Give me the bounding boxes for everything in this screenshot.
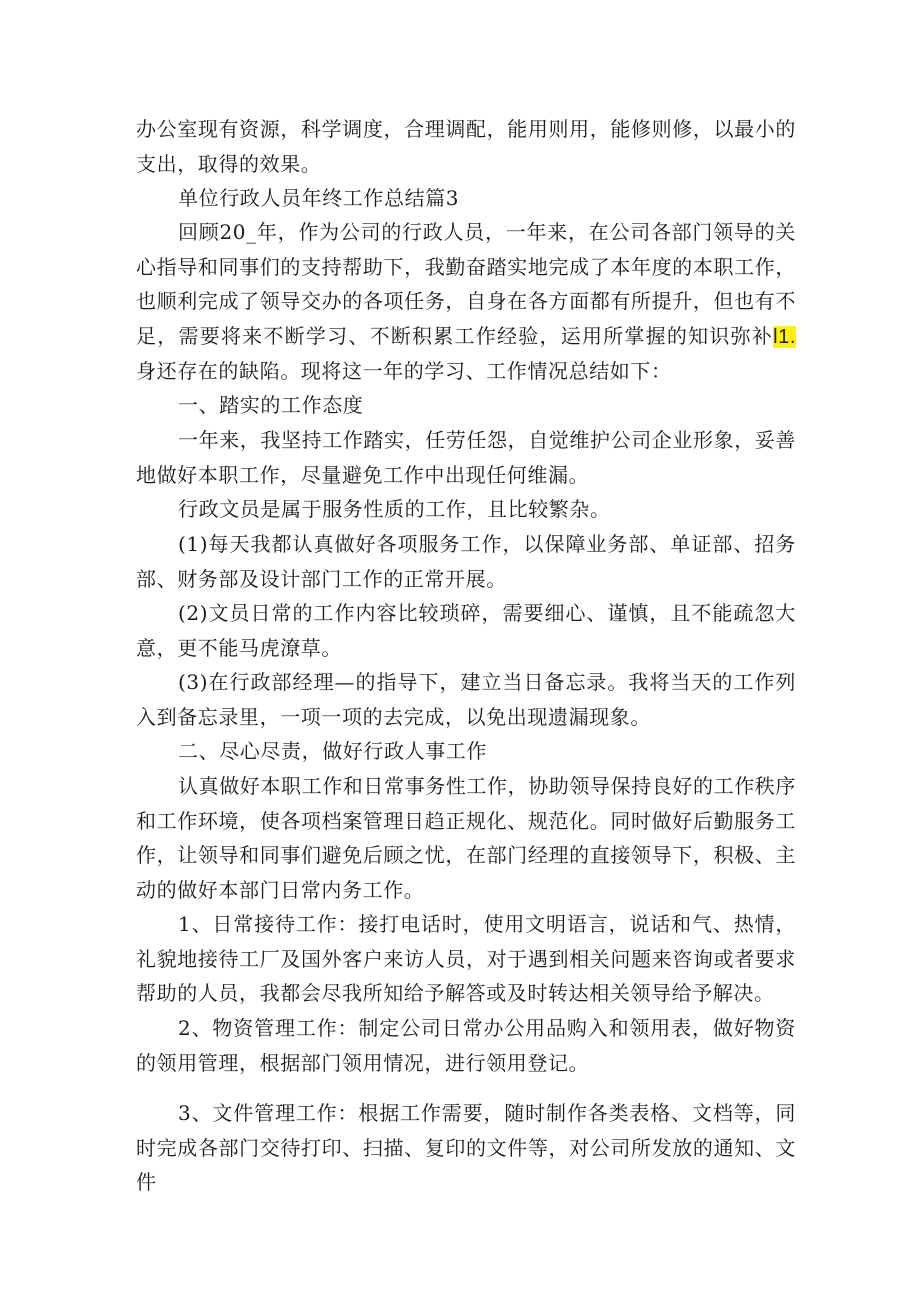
highlighted-text: l1.	[773, 325, 796, 348]
paragraph-supplies: 2、物资管理工作：制定公司日常办公用品购入和领用表，做好物资的领用管理，根据部门领用情况，进行领用登记。	[136, 1016, 796, 1075]
paragraph-admin-hr: 认真做好本职工作和日常事务性工作，协助领导保持良好的工作秩序和工作环境，使各项档案管理日趋正规化、规范化。同时做好后勤服务工作，让领导和同事们避免后顾之忧，在部门经理的直接领导下，积极、主动的做好本部门日常内务工作。	[136, 774, 796, 902]
heading-admin-hr: 二、尽心尽责，做好行政人事工作	[178, 739, 487, 763]
paragraph-documents: 3、文件管理工作：根据工作需要，随时制作各类表格、文档等，同时完成各部门交待打印、扫描、复印的文件等，对公司所发放的通知、文件	[136, 1101, 796, 1195]
list-item-3: (3)在行政部经理—的指导下，建立当日备忘录。我将当天的工作列入到备忘录里，一项一项的去完成，以免出现遗漏现象。	[136, 670, 796, 729]
paragraph-attitude: 一年来，我坚持工作踏实，任劳任怨，自觉维护公司企业形象，妥善地做好本职工作，尽量避免工作中出现任何维漏。	[136, 428, 796, 487]
review-text: 回顾20_年，作为公司的行政人员，一年来，在公司各部门领导的关心指导和同事们的支持帮助下，我勤奋踏实地完成了本年度的本职工作，也顺利完成了领导交办的各项任务，自身在各方面都有所提升，但也有不足，需要将来不断学习、不断积累工作经验，运用所掌握的知识弥补	[136, 220, 796, 348]
paragraph-clerk-nature: 行政文员是属于服务性质的工作，且比较繁杂。	[178, 497, 611, 521]
paragraph-intro-continuation: 办公室现有资源，科学调度，合理调配，能用则用，能修则修，以最小的支出，取得的效果。	[136, 117, 796, 176]
heading-attitude: 一、踏实的工作态度	[178, 393, 364, 417]
section-title: 单位行政人员年终工作总结篇3	[178, 186, 460, 210]
list-item-2: (2)文员日常的工作内容比较琐碎，需要细心、谨慎，且不能疏忽大意，更不能马虎潦草。	[136, 601, 796, 660]
paragraph-reception: 1、日常接待工作：接打电话时，使用文明语言，说话和气、热情，礼貌地接待工厂及国外客户来访人员，对于遇到相关问题来咨询或者要求帮助的人员，我都会尽我所知给予解答或及时转达相关领导给予解决。	[136, 912, 796, 1006]
review-text-continued: 身还存在的缺陷。现将这一年的学习、工作情况总结如下：	[136, 359, 672, 384]
paragraph-review	[136, 215, 796, 389]
list-item-1: (1)每天我都认真做好各项服务工作，以保障业务部、单证部、招务部、财务部及设计部门工作的正常开展。	[136, 532, 796, 591]
